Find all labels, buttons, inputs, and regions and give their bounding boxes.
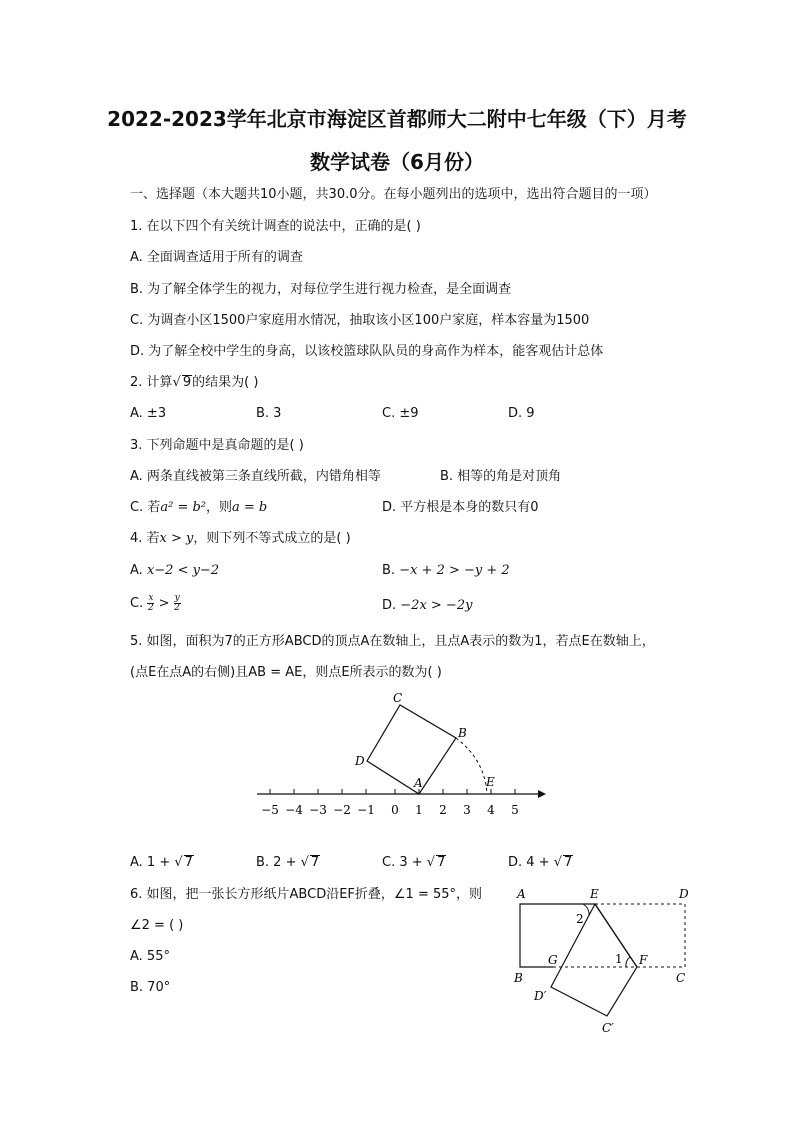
tick-label: 0: [391, 803, 399, 817]
gt-symbol: >: [158, 596, 170, 611]
label-c-prime: C′: [602, 1021, 614, 1035]
question-4-option-d-math: −2x > −2y: [400, 598, 473, 613]
question-2-stem: [130, 374, 258, 392]
label-f: F: [639, 953, 648, 967]
question-2-stem-pre: 2. 计算: [130, 375, 173, 390]
sqrt-symbol: √: [172, 375, 181, 390]
question-5-option-b-label: B. 2 +: [256, 855, 301, 870]
question-2-stem-post: 的结果为( ): [192, 375, 259, 390]
question-5-option-a-label: A. 1 +: [130, 855, 175, 870]
axis-ticks: [270, 789, 515, 794]
page-title-line2: 数学试卷（6月份）: [310, 150, 484, 174]
question-1-stem: 1. 在以下四个有关统计调查的说法中，正确的是( ): [130, 219, 421, 234]
question-3-stem: 3. 下列命题中是真命题的是( ): [130, 438, 304, 453]
radicand: 7: [564, 855, 573, 870]
radicand: 7: [310, 855, 320, 870]
label-c: C: [393, 691, 403, 705]
frac-num: x: [148, 593, 154, 603]
question-6-line2: ∠2 = ( ): [130, 918, 184, 933]
radicand: 7: [184, 855, 193, 870]
compass-arc: [456, 738, 487, 794]
tick-label: 3: [463, 803, 471, 817]
sqrt-symbol: √: [174, 855, 183, 870]
sqrt-symbol: √: [300, 855, 309, 870]
label-d-prime: D′: [534, 989, 547, 1003]
section-heading: 一、选择题（本大题共10小题，共30.0分。在每小题列出的选项中，选出符合题目的一项）: [130, 187, 657, 202]
question-1-option-a: A. 全面调查适用于所有的调查: [130, 250, 303, 265]
angle-2-label: 2: [576, 912, 584, 926]
angle-1-label: 1: [615, 952, 623, 966]
page-title-line1: 2022-2023学年北京市海淀区首都师大二附中七年级（下）月考: [107, 107, 687, 131]
question-3-option-b: B. 相等的角是对顶角: [440, 469, 562, 484]
question-1-option-d: D. 为了解全校中学生的身高，以该校篮球队队员的身高作为样本，能客观估计总体: [130, 344, 604, 359]
angle-2-arc: [583, 904, 589, 916]
sqrt-symbol: √: [426, 855, 436, 870]
question-4-option-b: [382, 562, 510, 580]
question-4-option-a-label: A.: [130, 563, 147, 578]
question-5-option-c: [382, 854, 446, 872]
question-4-option-a: [130, 562, 219, 580]
tick-label: −2: [333, 803, 351, 817]
question-3-option-c-math2: a = b: [232, 500, 268, 515]
square-abcd: [367, 705, 456, 794]
tick-labels: [261, 803, 519, 817]
question-4-option-d: [382, 597, 472, 615]
question-1-option-c: C. 为调查小区1500户家庭用水情况，抽取该小区100户家庭，样本容量为1500: [130, 313, 590, 328]
tick-label: 5: [511, 803, 519, 817]
question-3-option-a: A. 两条直线被第三条直线所截，内错角相等: [130, 469, 381, 484]
question-4-stem-math: x > y: [159, 531, 194, 546]
tick-label: 1: [415, 803, 423, 817]
question-4-option-c: [130, 592, 181, 616]
label-e: E: [486, 775, 495, 789]
number-line-figure: [240, 688, 560, 824]
question-3-option-c-pre: C. 若: [130, 500, 161, 515]
tick-label: −3: [309, 803, 327, 817]
axis-arrow: [538, 790, 546, 798]
label-a: A: [517, 887, 526, 901]
question-5-option-b: [256, 854, 320, 872]
tick-label: −4: [285, 803, 303, 817]
fraction-y-over-2: [174, 594, 181, 613]
question-2-option-b: B. 3: [256, 406, 282, 421]
frac-den: 2: [174, 603, 181, 613]
label-b: B: [458, 726, 467, 740]
frac-num: y: [174, 593, 180, 603]
question-2-radicand: 9: [182, 375, 192, 390]
fraction-x-over-2: [147, 594, 154, 613]
angle-1-arc: [626, 957, 630, 967]
question-2-option-a: A. ±3: [130, 406, 167, 421]
question-6-line1: 6. 如图，把一张长方形纸片ABCD沿EF折叠，∠1 = 55°，则: [130, 887, 483, 902]
question-2-option-d: D. 9: [508, 406, 535, 421]
question-5-line2: (点E在点A的右侧)且AB = AE，则点E所表示的数为( ): [130, 665, 442, 680]
label-d: D: [679, 887, 689, 901]
question-4-option-b-math: −x + 2 > −y + 2: [399, 563, 510, 578]
tick-label: 4: [487, 803, 495, 817]
question-6-option-a: A. 55°: [130, 949, 170, 964]
question-4-option-b-label: B.: [382, 563, 400, 578]
question-2-option-c: C. ±9: [382, 406, 419, 421]
question-5-line1: 5. 如图，面积为7的正方形ABCD的顶点A在数轴上，且点A表示的数为1，若点E在数轴上，: [130, 634, 655, 649]
label-a: A: [414, 776, 423, 790]
folded-part: [551, 904, 637, 1016]
question-3-option-c-mid: ，则: [206, 500, 233, 515]
question-4-stem-post: ，则下列不等式成立的是( ): [193, 531, 351, 546]
question-5-option-d-label: D. 4 +: [508, 855, 554, 870]
tick-label: 2: [439, 803, 447, 817]
question-5-option-a: [130, 854, 194, 872]
label-b: B: [514, 971, 523, 985]
question-4-stem-pre: 4. 若: [130, 531, 160, 546]
question-5-option-d: [508, 854, 573, 872]
label-g: G: [548, 953, 558, 967]
question-1-option-b: B. 为了解全体学生的视力，对每位学生进行视力检查，是全面调查: [130, 282, 512, 297]
question-3-option-d: D. 平方根是本身的数只有0: [382, 500, 539, 515]
question-4-option-a-math: x−2 < y−2: [146, 563, 220, 578]
sqrt-symbol: √: [553, 855, 562, 870]
label-e: E: [590, 887, 599, 901]
question-3-option-c-math: a² = b²: [160, 500, 206, 515]
folding-figure: [505, 880, 705, 1040]
question-4-option-c-label: C.: [130, 596, 144, 611]
question-5-option-c-label: C. 3 +: [382, 855, 427, 870]
label-c: C: [676, 971, 686, 985]
question-3-option-c: [130, 499, 267, 517]
question-4-option-d-label: D.: [382, 598, 401, 613]
tick-label: −5: [261, 803, 279, 817]
question-4-stem: [130, 530, 351, 548]
label-d: D: [355, 754, 365, 768]
tick-label: −1: [357, 803, 375, 817]
question-6-option-b: B. 70°: [130, 980, 171, 995]
frac-den: 2: [148, 603, 154, 613]
radicand: 7: [437, 855, 446, 870]
